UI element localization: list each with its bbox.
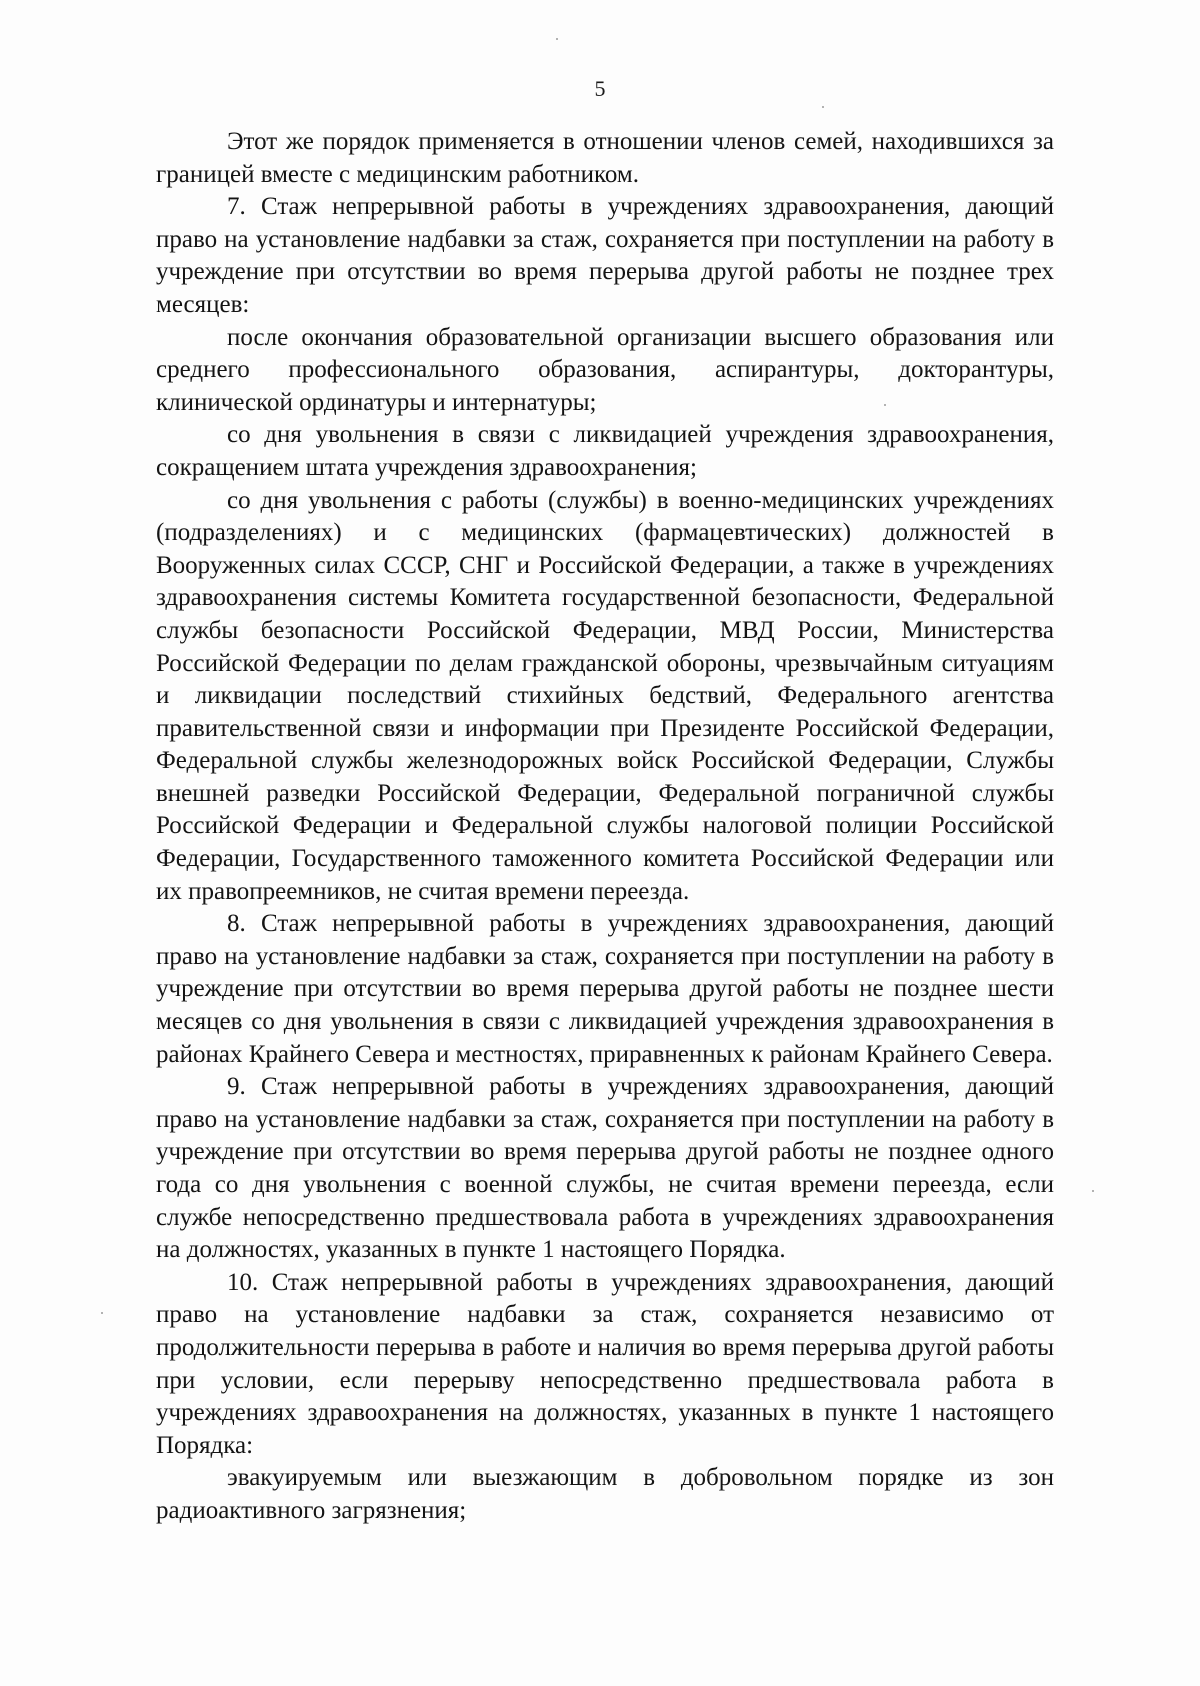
document-body: [156, 126, 1054, 1528]
scan-speck: [822, 106, 824, 108]
scan-speck: [1092, 1190, 1094, 1192]
scan-speck: [556, 38, 558, 40]
paragraph-item-8: 8. Стаж непрерывной работы в учреждениях здравоохранения, дающий право на установление надбавки за стаж, сохраняется при поступлении на работу в учреждение при отсутствии во время перерыва другой работы не позднее шести месяцев со дня увольнения в связи с ликвидацией учреждения здравоохранения в районах Крайнего Севера и местностях, приравненных к районам Крайнего Севера.: [156, 910, 1054, 1068]
scan-speck: [884, 404, 886, 406]
paragraph-evacuated: эвакуируемым или выезжающим в добровольном порядке из зон радиоактивного загрязнения;: [156, 1464, 1054, 1524]
scan-speck: [101, 1312, 103, 1314]
paragraph-item-9: 9. Стаж непрерывной работы в учреждениях здравоохранения, дающий право на установление надбавки за стаж, сохраняется при поступлении на работу в учреждение при отсутствии во время перерыва другой работы не позднее одного года со дня увольнения с военной службы, не считая времени переезда, если службе непосредственно предшествовала работа в учреждениях здравоохранения на должностях, указанных в пункте 1 настоящего Порядка.: [156, 1073, 1054, 1264]
paragraph-family-members: Этот же порядок применяется в отношении членов семей, находившихся за границей вместе с медицинским работником.: [156, 128, 1054, 188]
paragraph-after-education: после окончания образовательной организации высшего образования или среднего профессионального образования, аспирантуры, докторантуры, клинической ординатуры и интернатуры;: [156, 323, 1054, 416]
page-number: 5: [594, 76, 606, 101]
paragraph-item-7: 7. Стаж непрерывной работы в учреждениях здравоохранения, дающий право на установление надбавки за стаж, сохраняется при поступлении на работу в учреждение при отсутствии во время перерыва другой работы не позднее трех месяцев:: [156, 193, 1054, 318]
paragraph-military-service: со дня увольнения с работы (службы) в военно-медицинских учреждениях (подразделениях) и с медицинских (фармацевтических) должностей в Вооруженных силах СССР, СНГ и Российской Федерации, а также в учреждениях здравоохранения системы Комитета государственной безопасности, Федеральной службы безопасности Российской Федерации, МВД России, Министерства Российской Федерации по делам гражданской обороны, чрезвычайным ситуациям и ликвидации последствий стихийных бедствий, Федерального агентства правительственной связи и информации при Президенте Российской Федерации, Федеральной службы железнодорожных войск Российской Федерации, Службы внешней разведки Российской Федерации, Федеральной пограничной службы Российской Федерации и Федеральной службы налоговой полиции Российской Федерации, Государственного таможенного комитета Российской Федерации или их правопреемников, не считая времени переезда.: [156, 486, 1054, 905]
paragraph-liquidation: со дня увольнения в связи с ликвидацией учреждения здравоохранения, сокращением штата учреждения здравоохранения;: [156, 421, 1054, 481]
paragraph-item-10: 10. Стаж непрерывной работы в учреждениях здравоохранения, дающий право на установление надбавки за стаж, сохраняется независимо от продолжительности перерыва в работе и наличия во время перерыва другой работы при условии, если перерыву непосредственно предшествовала работа в учреждениях здравоохранения на должностях, указанных в пункте 1 настоящего Порядка:: [156, 1268, 1054, 1459]
